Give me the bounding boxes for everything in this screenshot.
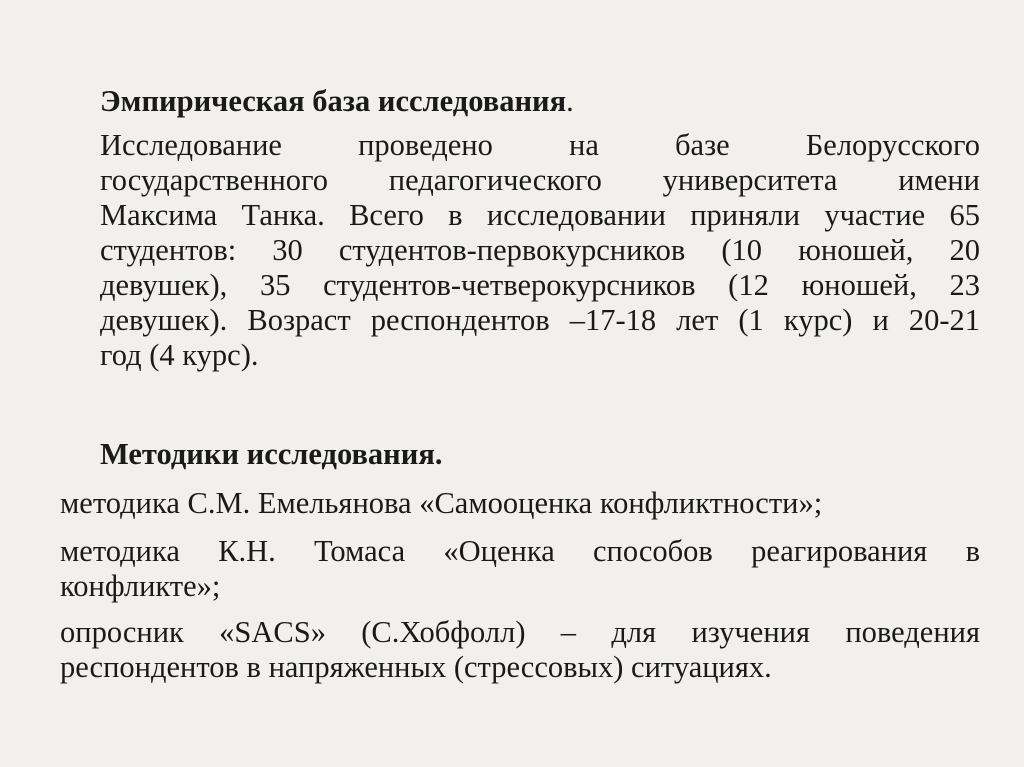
paragraph-line: девушек), 35 студентов-четверокурсников (12 юношей, 23 xyxy=(100,268,980,302)
method-item-thomas xyxy=(60,534,980,604)
method-line: опросник «SACS» (С.Хобфолл) – для изучения поведения xyxy=(60,615,980,649)
paragraph-line: Исследование проведено на базе Белорусского xyxy=(100,128,980,162)
empirical-base-heading xyxy=(100,84,980,119)
method-item-emelyanov xyxy=(60,486,980,521)
empirical-base-heading-text: Эмпирическая база исследования xyxy=(100,84,567,118)
paragraph-line: государственного педагогического университета имени xyxy=(100,163,980,197)
method-item-sacs xyxy=(60,615,980,685)
method-line: методика К.Н. Томаса «Оценка способов реагирования в xyxy=(60,534,980,568)
paragraph-line: девушек). Возраст респондентов –17-18 лет (1 курс) и 20-21 xyxy=(100,303,980,337)
empirical-base-heading-dot: . xyxy=(566,84,574,118)
method-line: конфликте»; xyxy=(60,569,221,603)
method-line: респондентов в напряженных (стрессовых) ситуациях. xyxy=(60,650,772,684)
methods-heading: Методики исследования. xyxy=(100,437,443,471)
paragraph-line: год (4 курс). xyxy=(100,338,259,372)
empirical-base-paragraph xyxy=(100,128,980,373)
paragraph-line: студентов: 30 студентов-первокурсников (10 юношей, 20 xyxy=(100,233,980,267)
method-line: методика С.М. Емельянова «Самооценка конфликтности»; xyxy=(60,486,823,520)
paragraph-line: Максима Танка. Всего в исследовании приняли участие 65 xyxy=(100,198,980,232)
